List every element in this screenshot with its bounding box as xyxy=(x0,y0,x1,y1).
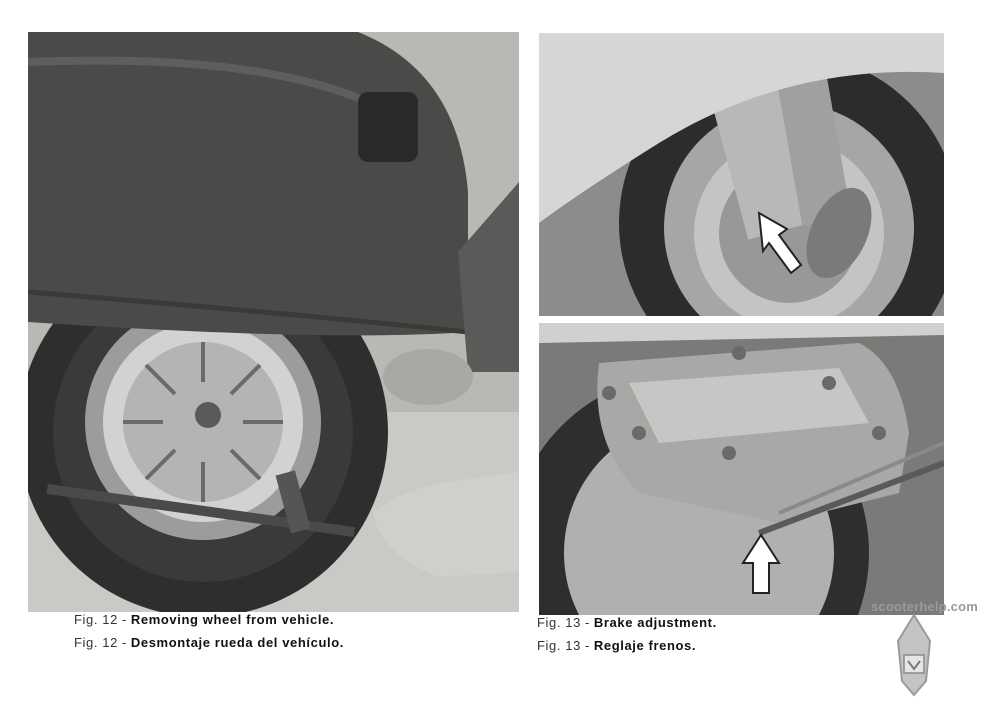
fig13-caption-spanish xyxy=(537,638,696,653)
fig13-title-english: Brake adjustment. xyxy=(593,615,717,630)
fig13-caption-english xyxy=(537,615,717,630)
caption-separator: - xyxy=(584,638,590,653)
fig13-number: Fig. 13 xyxy=(537,638,581,653)
caption-separator: - xyxy=(584,615,590,630)
fig12-caption-spanish xyxy=(74,635,344,650)
fig13-title-spanish: Reglaje frenos. xyxy=(593,638,697,653)
removing-wheel-photo xyxy=(28,32,519,612)
fig12-title-english: Removing wheel from vehicle. xyxy=(130,612,335,627)
fig12-number: Fig. 12 xyxy=(74,612,118,627)
fig12-title-spanish: Desmontaje rueda del vehículo. xyxy=(130,635,344,650)
brake-hub-photo xyxy=(539,33,944,316)
brake-adjuster-photo xyxy=(539,323,944,615)
fig12-number: Fig. 12 xyxy=(74,635,118,650)
watermark xyxy=(846,597,986,697)
watermark-text: scooterhelp.com xyxy=(870,599,978,614)
caption-separator: - xyxy=(121,612,127,627)
fig12-caption-english xyxy=(74,612,334,627)
caption-separator: - xyxy=(121,635,127,650)
scooter-logo-icon xyxy=(890,611,938,697)
fig13-number: Fig. 13 xyxy=(537,615,581,630)
